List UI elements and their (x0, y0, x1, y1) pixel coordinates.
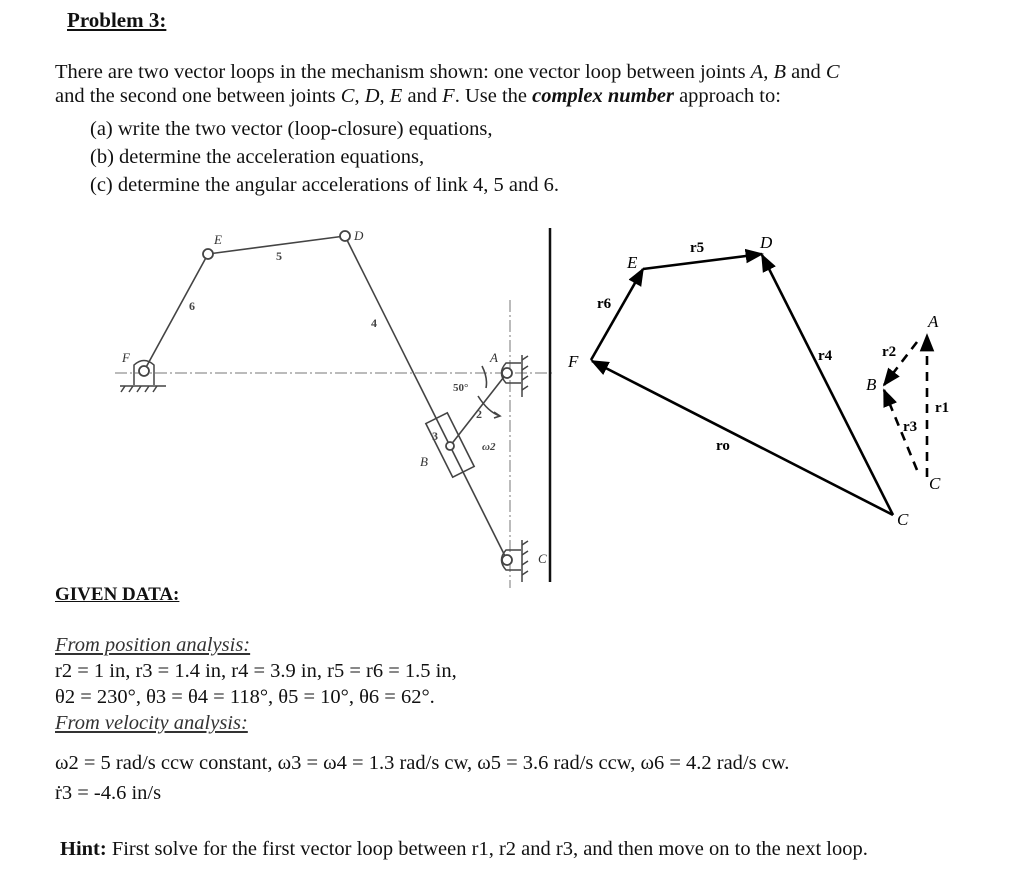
vlabel-E: E (627, 253, 638, 272)
vlabel-C2: C (929, 474, 941, 493)
position-line-1: r2 = 1 in, r3 = 1.4 in, r4 = 3.9 in, r5 = r6 = 1.5 in, (55, 660, 457, 682)
label-D: D (354, 228, 364, 243)
label-B: B (420, 454, 428, 469)
vlabel-r3: r3 (903, 419, 918, 435)
position-line-2: θ2 = 230°, θ3 = θ4 = 118°, θ5 = 10°, θ6 = 62°. (55, 686, 435, 708)
task-c: (c) determine the angular accelerations of link 4, 5 and 6. (90, 174, 560, 196)
vlabel-C: C (897, 510, 909, 529)
statement-line-2: and the second one between joints C, D, E and F. Use the complex number approach to: (55, 85, 781, 107)
label-link-2: 2 (476, 407, 482, 421)
label-omega: ω2 (482, 441, 496, 453)
vlabel-r2: r2 (882, 344, 897, 360)
vlabel-r6: r6 (597, 296, 612, 312)
label-link-3: 3 (432, 429, 438, 443)
task-a: (a) write the two vector (loop-closure) equations, (90, 118, 493, 140)
vlabel-r4: r4 (818, 348, 833, 364)
hint (60, 838, 868, 861)
hint-label: Hint: (60, 838, 107, 860)
vlabel-B: B (866, 375, 877, 394)
vlabel-r5: r5 (690, 240, 705, 256)
label-A: A (490, 350, 498, 365)
vector-r6 (591, 269, 643, 360)
label-E: E (214, 232, 222, 247)
velocity-line-1: ω2 = 5 rad/s ccw constant, ω3 = ω4 = 1.3 rad/s cw, ω5 = 3.6 rad/s ccw, ω6 = 4.2 rad/s cw. (55, 752, 790, 774)
label-link-6: 6 (189, 299, 195, 313)
vector-r5 (643, 254, 762, 269)
vlabel-ro: ro (716, 438, 730, 454)
velocity-line-2: ṙ3 = -4.6 in/s (55, 782, 162, 804)
velocity-heading: From velocity analysis: (55, 712, 248, 734)
vlabel-F: F (568, 352, 579, 371)
vlabel-D: D (760, 233, 773, 252)
vlabel-r1: r1 (935, 400, 950, 416)
label-angle: 50° (453, 382, 469, 394)
vector-ro (592, 361, 893, 515)
label-link-5: 5 (276, 249, 282, 263)
position-heading: From position analysis: (55, 634, 251, 656)
problem-title: Problem 3: (67, 8, 167, 32)
hint-text: First solve for the first vector loop between r1, r2 and r3, and then move on to the next loop. (106, 838, 868, 860)
given-data-heading: GIVEN DATA: (55, 584, 180, 605)
label-F: F (122, 350, 130, 365)
label-C: C (538, 551, 547, 566)
label-link-4: 4 (371, 316, 377, 330)
vlabel-A: A (928, 312, 939, 331)
task-b: (b) determine the acceleration equations, (90, 146, 425, 168)
statement-line-1: There are two vector loops in the mechanism shown: one vector loop between joints A, B and C (55, 61, 840, 83)
